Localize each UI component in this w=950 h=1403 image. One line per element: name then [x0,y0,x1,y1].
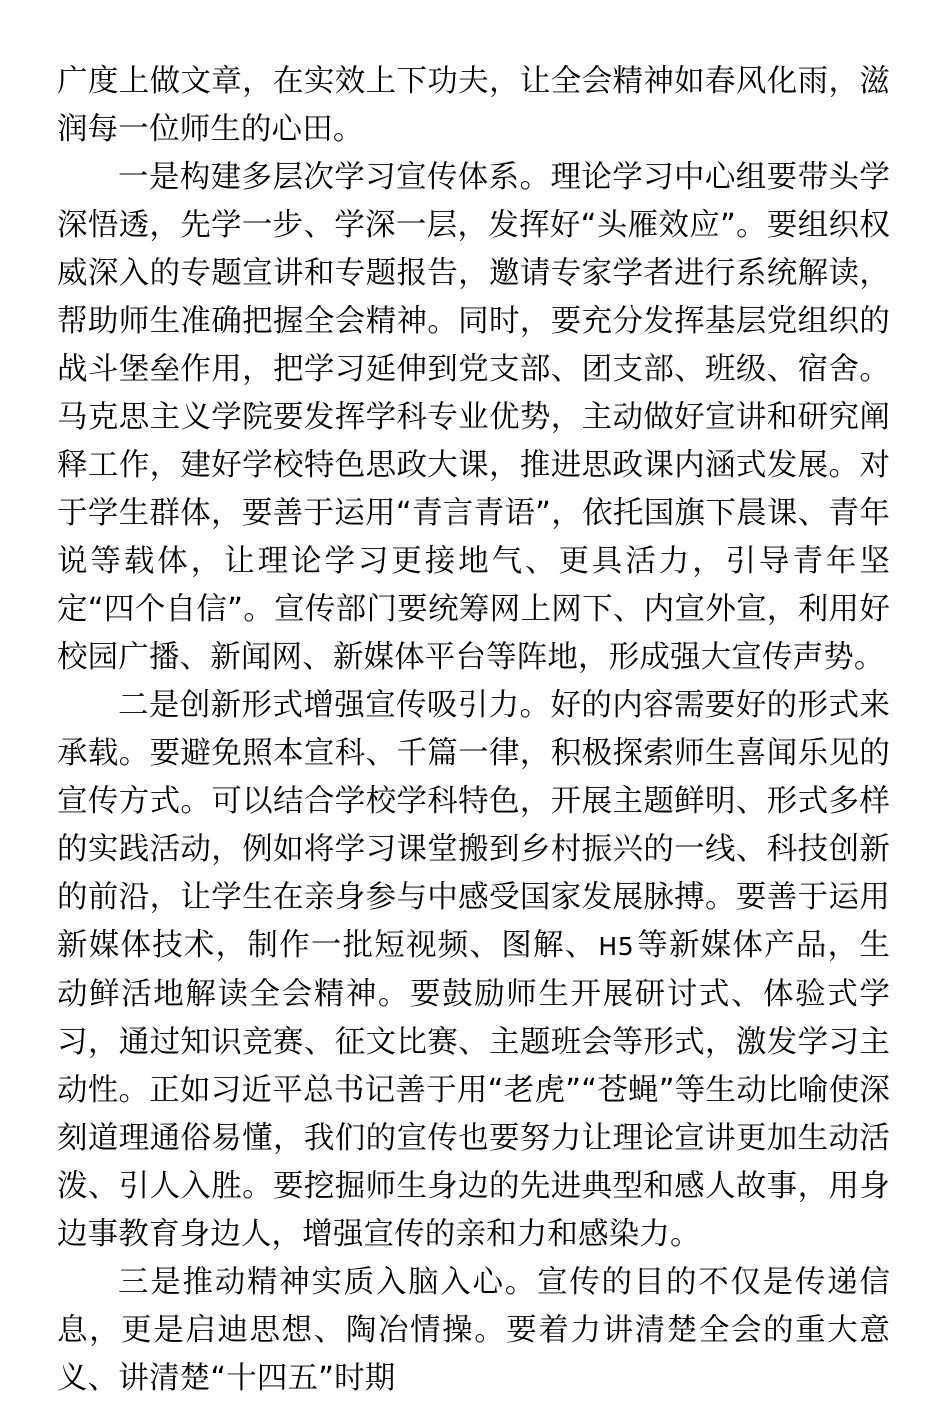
paragraph-point-one: 一是构建多层次学习宣传体系。理论学习中心组要带头学深悟透，先学一步、学深一层，发挥好“头雁效应”。要组织权威深入的专题宣讲和专题报告，邀请专家学者进行系统解读，帮助师生准确把握全会精神。同时，要充分发挥基层党组织的战斗堡垒作用，把学习延伸到党支部、团支部、班级、宿舍。马克思主义学院要发挥学科专业优势，主动做好宣讲和研究阐释工作，建好学校特色思政大课，推进思政课内涵式发展。对于学生群体，要善于运用“青言青语”，依托国旗下晨课、青年说等载体，让理论学习更接地气、更具活力，引导青年坚定“四个自信”。宣传部门要统筹网上网下、内宣外宣，利用好校园广播、新闻网、新媒体平台等阵地，形成强大宣传声势。 [57,160,890,675]
document-text-body [57,58,890,1403]
paragraph-point-two [57,682,890,1259]
inline-latin-term-h5: H5 [598,932,635,961]
paragraph-continuation: 广度上做文章，在实效上下功夫，让全会精神如春风化雨，滋润每一位师生的心田。 [57,64,890,147]
paragraph-point-two-segment-2: 等新媒体产品，生动鲜活地解读全会精神。要鼓励师生开展研讨式、体验式学习，通过知识竞赛、征文比赛、主题班会等形式，激发学习主动性。正如习近平总书记善于用“老虎”“苍蝇”等生动比喻使深刻道理通俗易懂，我们的宣传也要努力让理论宣讲更加生动活泼、引人入胜。要挖掘师生身边的先进典型和感人故事，用身边事教育身边人，增强宣传的亲和力和感染力。 [57,928,890,1252]
paragraph-point-two-segment-1: 二是创新形式增强宣传吸引力。好的内容需要好的形式来承载。要避免照本宣科、千篇一律，积极探索师生喜闻乐见的宣传方式。可以结合学校学科特色，开展主题鲜明、形式多样的实践活动，例如将学习课堂搬到乡村振兴的一线、科技创新的前沿，让学生在亲身参与中感受国家发展脉搏。要善于运用新媒体技术，制作一批短视频、图解、 [57,688,890,963]
paragraph-point-three: 三是推动精神实质入脑入心。宣传的目的不仅是传递信息，更是启迪思想、陶冶情操。要着力讲清楚全会的重大意义、讲清楚“十四五”时期 [57,1265,890,1396]
